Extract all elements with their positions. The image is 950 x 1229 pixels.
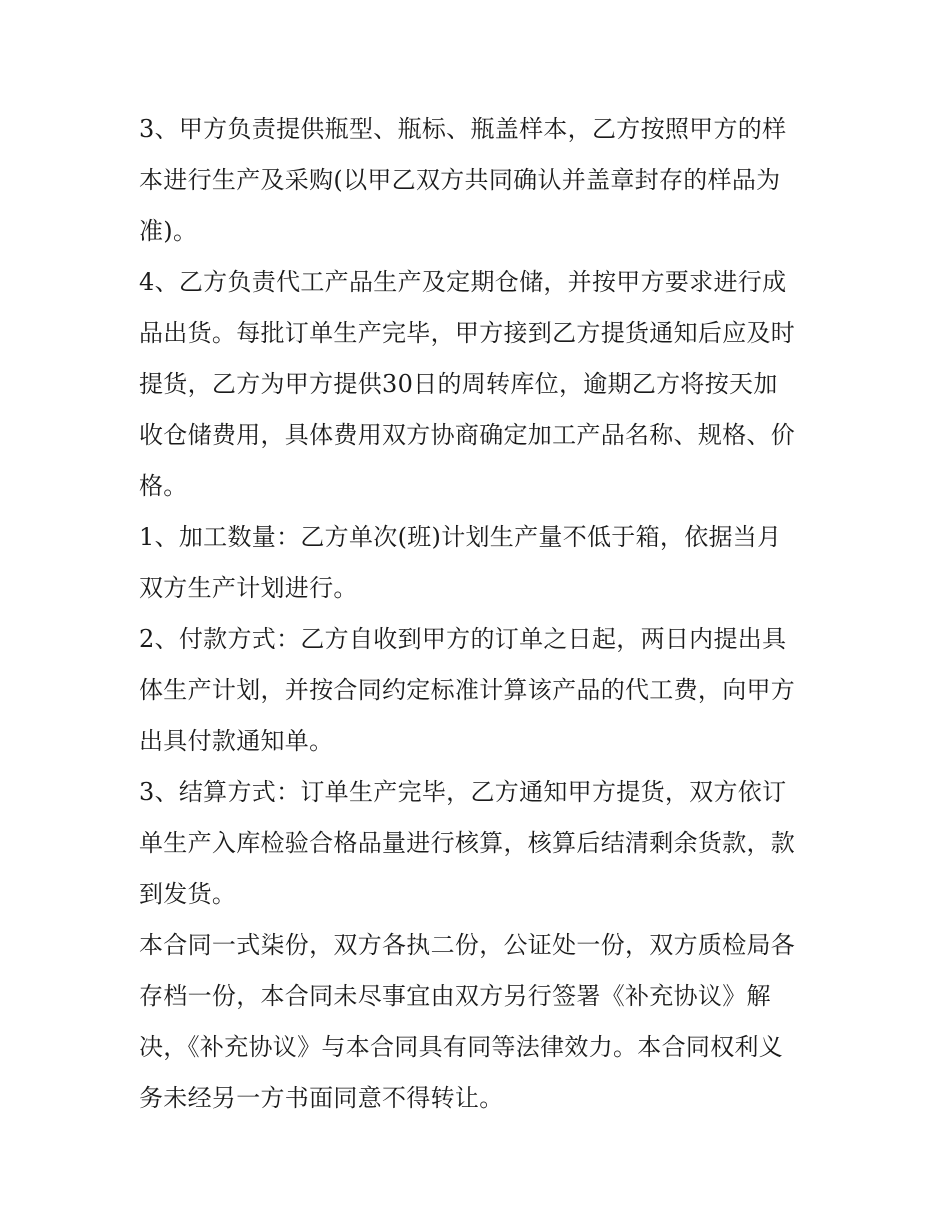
contract-copies-clause xyxy=(139,920,819,1124)
text-line: 决，《补充协议》与本合同具有同等法律效力。本合同权利义 xyxy=(139,1033,784,1061)
text-line: 1、加工数量：乙方单次(班)计划生产量不低于箱，依据当月 xyxy=(139,523,782,551)
text-line: 品出货。每批订单生产完毕，甲方接到乙方提货通知后应及时 xyxy=(139,319,796,347)
text-line: 4、乙方负责代工产品生产及定期仓储，并按甲方要求进行成 xyxy=(139,268,787,296)
text-line: 存档一份，本合同未尽事宜由双方另行签署《补充协议》解 xyxy=(139,982,771,1010)
text-line: 准)。 xyxy=(139,217,198,245)
text-line: 双方生产计划进行。 xyxy=(139,574,358,602)
text-line: 本进行生产及采购(以甲乙双方共同确认并盖章封存的样品为 xyxy=(139,166,781,194)
text-line: 3、结算方式：订单生产完毕，乙方通知甲方提货，双方依订 xyxy=(139,778,787,806)
text-line: 3、甲方负责提供瓶型、瓶标、瓶盖样本，乙方按照甲方的样 xyxy=(139,115,787,143)
clause-2-payment-method xyxy=(139,614,819,767)
text-line: 2、付款方式：乙方自收到甲方的订单之日起，两日内提出具 xyxy=(139,625,787,653)
text-line: 出具付款通知单。 xyxy=(139,727,334,755)
text-line: 体生产计划，并按合同约定标准计算该产品的代工费，向甲方 xyxy=(139,676,796,704)
text-line: 到发货。 xyxy=(139,880,237,908)
text-line: 收仓储费用，具体费用双方协商确定加工产品名称、规格、价 xyxy=(139,421,796,449)
clause-4-production-storage xyxy=(139,257,819,512)
clause-3-settlement-method xyxy=(139,767,819,920)
document-body xyxy=(139,104,819,1124)
text-line: 单生产入库检验合格品量进行核算，核算后结清剩余货款，款 xyxy=(139,829,796,857)
text-line: 格。 xyxy=(139,472,188,500)
text-line: 提货，乙方为甲方提供30日的周转库位，逾期乙方将按天加 xyxy=(139,370,778,398)
text-line: 本合同一式柒份，双方各执二份，公证处一份，双方质检局各 xyxy=(139,931,796,959)
clause-1-processing-quantity xyxy=(139,512,819,614)
text-line: 务未经另一方书面同意不得转让。 xyxy=(139,1084,504,1112)
clause-3-samples xyxy=(139,104,819,257)
